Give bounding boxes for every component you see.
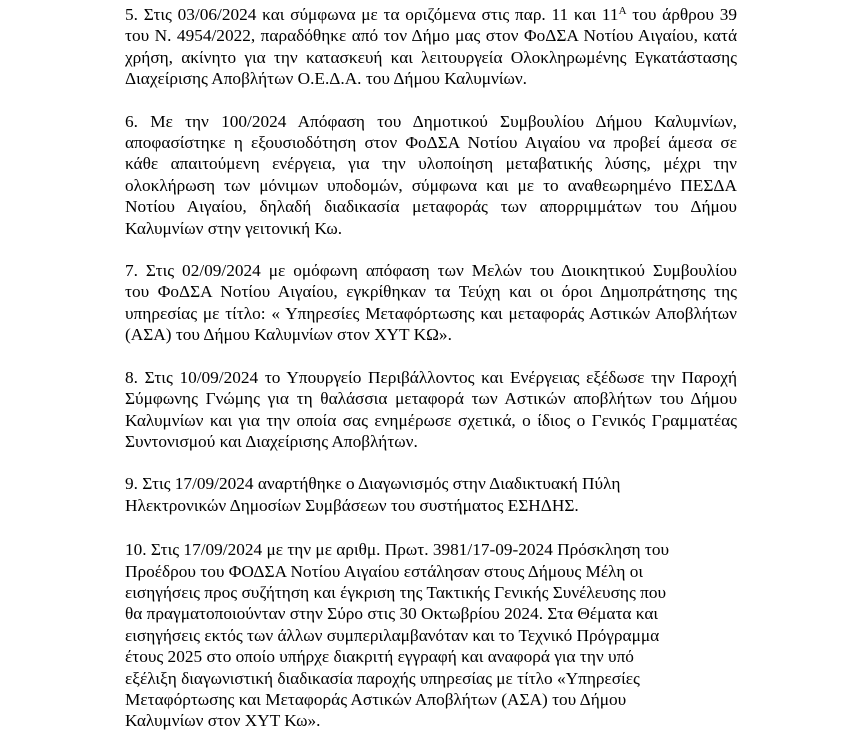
paragraph-9 [125,473,737,516]
paragraph-line: ολοκλήρωση των μόνιμων υποδομών, σύμφωνα και με το αναθεωρημένο ΠΕΣΔΑ [125,175,737,195]
paragraph-line: 8. Στις 10/09/2024 το Υπουργείο Περιβάλλοντος και Ενέργειας εξέδωσε την Παροχή [125,367,737,387]
paragraph-line: Διαχείρισης Αποβλήτων Ο.Ε.Δ.Α. του Δήμου Καλυμνίων. [125,69,528,89]
paragraph-line: Προέδρου του ΦΟΔΣΑ Νοτίου Αιγαίου εστάλησαν στους Δήμους Μέλη οι [125,561,643,581]
paragraph-line: 6. Με την 100/2024 Απόφαση του Δημοτικού Συμβουλίου Δήμου Καλυμνίων, [125,111,737,131]
paragraph-line: εισηγήσεις προς συζήτηση και έγκριση της Τακτικής Γενικής Συνέλευσης που [125,582,667,602]
paragraph-line: εισηγήσεις εκτός των άλλων συμπεριλαμβανόταν και το Τεχνικό Πρόγραμμα [125,625,660,645]
paragraph-line: 10. Στις 17/09/2024 με την με αριθμ. Πρωτ. 3981/17-09-2024 Πρόσκληση του [125,540,670,560]
paragraph-line: Καλυμνίων και για την οποία σας ενημέρωσε σχετικά, ο ίδιος ο Γενικός Γραμματέας [125,410,737,430]
document-page [125,4,737,753]
paragraph-line: 9. Στις 17/09/2024 αναρτήθηκε ο Διαγωνισμός στην Διαδικτυακή Πύλη [125,474,621,494]
paragraph-line: αποφασίστηκε η εξουσιοδότηση στον ΦοΔΣΑ Νοτίου Αιγαίου να προβεί άμεσα σε [125,133,737,153]
paragraph-line: Καλυμνίων στον ΧΥΤ Κω». [125,711,321,731]
paragraph-line: έτους 2025 στο οποίο υπήρχε διακριτή εγγραφή και αναφορά για την υπό [125,647,634,667]
paragraph-line: Καλυμνίων στην γειτονική Κω. [125,218,343,238]
paragraph-line: του Ν. 4954/2022, παραδόθηκε από τον Δήμο μας στον ΦοΔΣΑ Νοτίου Αιγαίου, κατά [125,26,737,46]
paragraph-line: υπηρεσίας με τίτλο: « Υπηρεσίες Μεταφόρτωσης και μεταφοράς Αστικών Αποβλήτων [125,303,737,323]
paragraph-7 [125,260,737,346]
paragraph-line: 7. Στις 02/09/2024 με ομόφωνη απόφαση των Μελών του Διοικητικού Συμβουλίου [125,261,737,281]
paragraph-10 [125,539,737,732]
paragraph-line: χρήση, ακίνητο για την κατασκευή και λειτουργεία Ολοκληρωμένης Εγκατάστασης [125,47,737,67]
paragraph-line: (ΑΣΑ) του Δήμου Καλυμνίων στον ΧΥΤ ΚΩ». [125,325,452,345]
paragraph-line: θα πραγματοποιούνταν στην Σύρο στις 30 Οκτωβρίου 2024. Στα Θέματα και [125,604,659,624]
paragraph-8 [125,367,737,453]
paragraph-line: Σύμφωνης Γνώμης για τη θαλάσσια μεταφορά των Αστικών αποβλήτων του Δήμου [125,389,737,409]
paragraph-line: κάθε απαιτούμενη ενέργεια, για την υλοποίηση μεταβατικής λύσης, μέχρι την [125,154,737,174]
paragraph-line: Ηλεκτρονικών Δημοσίων Συμβάσεων του συστήματος ΕΣΗΔΗΣ. [125,495,579,515]
paragraph-line: εξέλιξη διαγωνιστική διαδικασία παροχής υπηρεσίας με τίτλο «Υπηρεσίες [125,668,640,688]
paragraph-6 [125,111,737,239]
paragraph-line: Συντονισμού και Διαχείρισης Αποβλήτων. [125,431,418,451]
paragraph-line: Νοτίου Αιγαίου, δηλαδή διαδικασία μεταφοράς των απορριμμάτων του Δήμου [125,197,737,217]
paragraph-5 [125,4,737,90]
paragraph-line: Μεταφόρτωσης και Μεταφοράς Αστικών Αποβλήτων (ΑΣΑ) του Δήμου [125,689,627,709]
paragraph-line: 5. Στις 03/06/2024 και σύμφωνα με τα οριζόμενα στις παρ. 11 και $11^A$ του άρθρου 39 [125,5,737,24]
superscript: Α [618,5,627,17]
paragraph-line: του ΦοΔΣΑ Νοτίου Αιγαίου, εγκρίθηκαν τα Τεύχη και οι όροι Δημοπράτησης της [125,282,737,302]
